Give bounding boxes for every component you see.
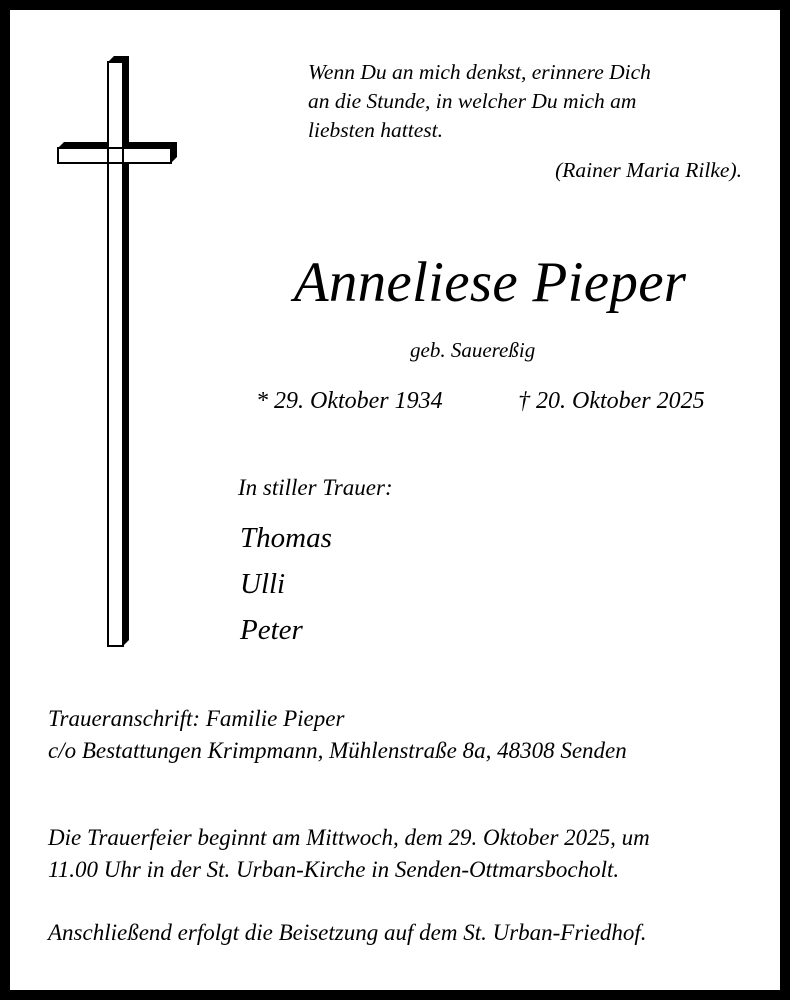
quote-line: Wenn Du an mich denkst, erinnere Dich — [308, 60, 651, 84]
mourning-address-line: c/o Bestattungen Krimpmann, Mühlenstraße 8a, 48308 Senden — [48, 738, 627, 763]
mourner-name: Ulli — [240, 568, 286, 600]
birth-date: * 29. Oktober 1934 — [256, 388, 443, 414]
quote-text — [308, 58, 651, 145]
ceremony-text-line: Die Trauerfeier beginnt am Mittwoch, dem 29. Oktober 2025, um — [48, 825, 650, 850]
mourner-name: Peter — [240, 614, 303, 646]
ceremony-text-line: 11.00 Uhr in der St. Urban-Kirche in Senden-Ottmarsbocholt. — [48, 857, 620, 882]
mourning-address-line: Traueranschrift: Familie Pieper — [48, 706, 345, 731]
mourning-heading: In stiller Trauer: — [238, 475, 393, 500]
quote-attribution: (Rainer Maria Rilke). — [555, 158, 742, 182]
burial-text: Anschließend erfolgt die Beisetzung auf dem St. Urban-Friedhof. — [48, 920, 647, 945]
deceased-name: Anneliese Pieper — [293, 251, 687, 314]
death-date: † 20. Oktober 2025 — [518, 388, 705, 414]
quote-line: liebsten hattest. — [308, 118, 443, 142]
mourner-name: Thomas — [240, 522, 332, 554]
birth-name: geb. Sauereßig — [410, 338, 536, 362]
quote-line: an die Stunde, in welcher Du mich am — [308, 89, 637, 113]
